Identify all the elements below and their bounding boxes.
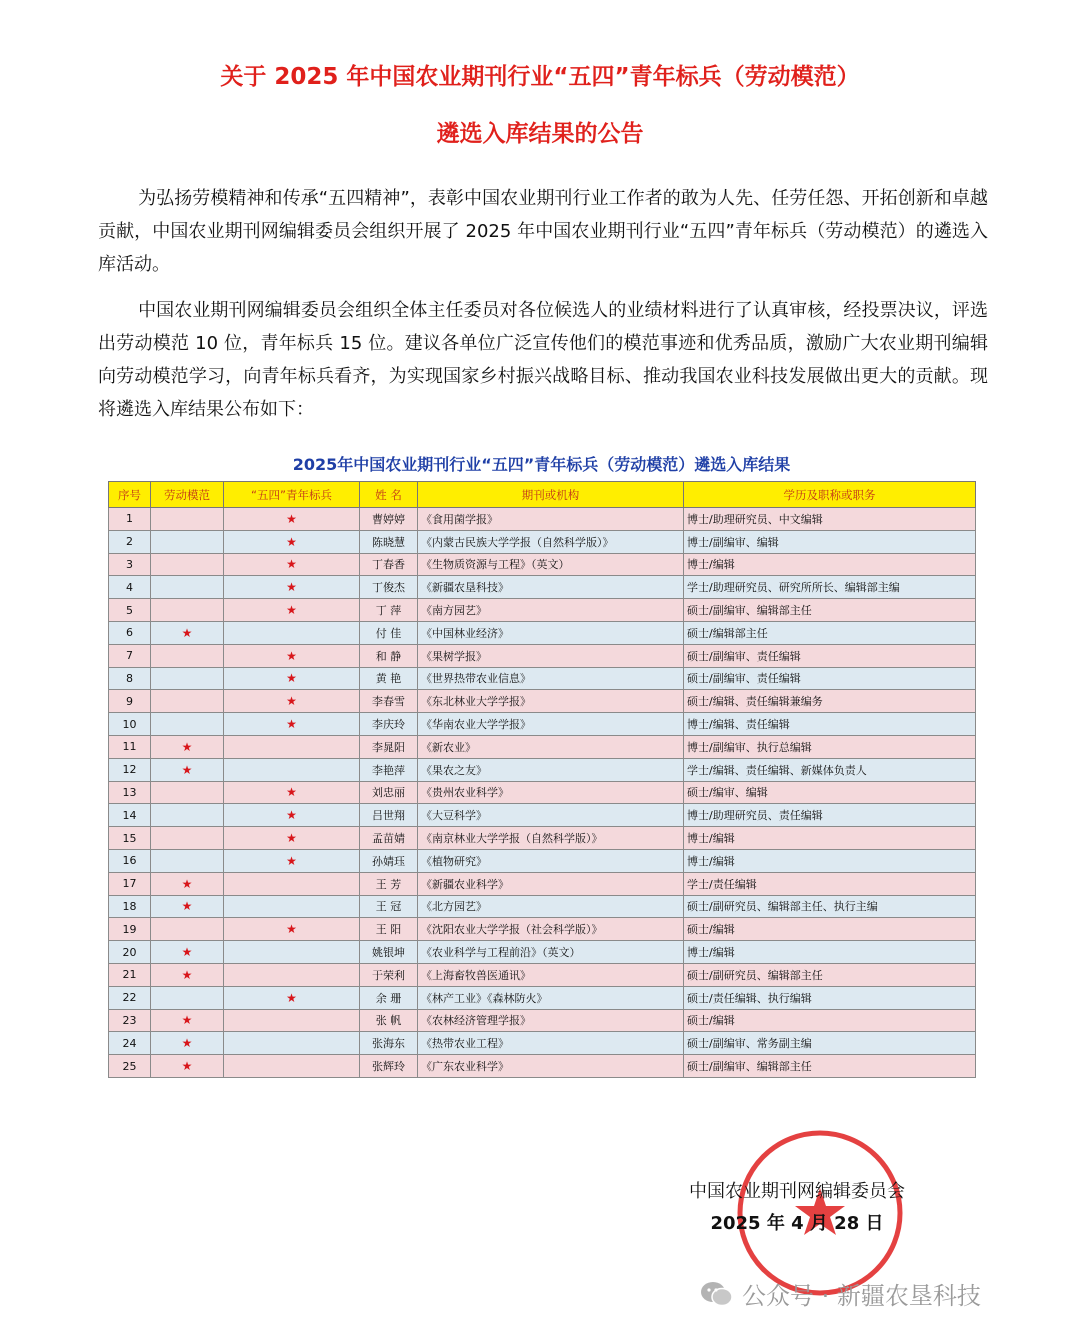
cell-journal: 《中国林业经济》: [418, 621, 684, 644]
cell-youth-pacesetter: ★: [224, 827, 360, 850]
cell-labor-model: [151, 553, 224, 576]
table-row: [109, 644, 976, 667]
cell-name: 于荣利: [360, 963, 418, 986]
cell-no: 4: [109, 576, 151, 599]
cell-name: 陈晓慧: [360, 530, 418, 553]
cell-title: 硕士/责任编辑、执行编辑: [684, 986, 976, 1009]
cell-labor-model: [151, 804, 224, 827]
cell-no: 12: [109, 758, 151, 781]
table-row: [109, 621, 976, 644]
result-paragraph: [98, 294, 988, 426]
cell-no: 7: [109, 644, 151, 667]
cell-labor-model: ★: [151, 872, 224, 895]
intro-paragraph: [98, 182, 988, 281]
cell-journal: 《沈阳农业大学学报（社会科学版）》: [418, 918, 684, 941]
cell-no: 9: [109, 690, 151, 713]
cell-youth-pacesetter: [224, 872, 360, 895]
cell-labor-model: [151, 918, 224, 941]
cell-journal: 《植物研究》: [418, 849, 684, 872]
cell-title: 博士/副编审、编辑: [684, 530, 976, 553]
cell-journal: 《北方园艺》: [418, 895, 684, 918]
cell-labor-model: [151, 849, 224, 872]
cell-labor-model: [151, 644, 224, 667]
cell-journal: 《果树学报》: [418, 644, 684, 667]
cell-youth-pacesetter: [224, 735, 360, 758]
cell-no: 10: [109, 713, 151, 736]
header-cell-no: 序号: [109, 482, 151, 508]
cell-title: 硕士/副编审、常务副主编: [684, 1032, 976, 1055]
cell-name: 李艳萍: [360, 758, 418, 781]
cell-youth-pacesetter: [224, 963, 360, 986]
cell-no: 13: [109, 781, 151, 804]
cell-labor-model: ★: [151, 895, 224, 918]
cell-journal: 《贵州农业科学》: [418, 781, 684, 804]
cell-title: 博士/助理研究员、责任编辑: [684, 804, 976, 827]
table-row: [109, 599, 976, 622]
intro-paragraph-text: 为弘扬劳模精神和传承“五四精神”，表彰中国农业期刊行业工作者的敢为人先、任劳任怨、开拓创新和卓越贡献，中国农业期刊网编辑委员会组织开展了 2025 年中国农业期刊行业“五四”青年标兵（劳动模范）的遴选入库活动。: [98, 188, 988, 275]
watermark-text: 公众号 · 新疆农垦科技: [742, 1282, 981, 1310]
cell-name: 王 冠: [360, 895, 418, 918]
cell-no: 20: [109, 941, 151, 964]
cell-journal: 《农林经济管理学报》: [418, 1009, 684, 1032]
cell-title: 博士/助理研究员、中文编辑: [684, 508, 976, 531]
cell-name: 丁 萍: [360, 599, 418, 622]
cell-title: 硕士/编辑: [684, 1009, 976, 1032]
header-cell-youth-pacesetter: “五四”青年标兵: [224, 482, 360, 508]
cell-labor-model: [151, 530, 224, 553]
cell-name: 姚银坤: [360, 941, 418, 964]
cell-journal: 《新疆农垦科技》: [418, 576, 684, 599]
cell-journal: 《世界热带农业信息》: [418, 667, 684, 690]
cell-title: 硕士/副研究员、编辑部主任: [684, 963, 976, 986]
cell-labor-model: [151, 827, 224, 850]
cell-name: 李晁阳: [360, 735, 418, 758]
cell-title: 学士/编辑、责任编辑、新媒体负责人: [684, 758, 976, 781]
table-row: [109, 508, 976, 531]
cell-labor-model: ★: [151, 735, 224, 758]
cell-title: 博士/编辑: [684, 849, 976, 872]
cell-labor-model: [151, 508, 224, 531]
cell-youth-pacesetter: ★: [224, 553, 360, 576]
cell-journal: 《生物质资源与工程》（英文）: [418, 553, 684, 576]
cell-no: 23: [109, 1009, 151, 1032]
header-cell-name: 姓 名: [360, 482, 418, 508]
cell-title: 学士/助理研究员、研究所所长、编辑部主编: [684, 576, 976, 599]
cell-labor-model: ★: [151, 963, 224, 986]
table-row: [109, 735, 976, 758]
cell-youth-pacesetter: [224, 758, 360, 781]
cell-labor-model: ★: [151, 1055, 224, 1078]
watermark: [700, 1276, 981, 1311]
cell-title: 博士/副编审、执行总编辑: [684, 735, 976, 758]
cell-name: 刘忠丽: [360, 781, 418, 804]
cell-youth-pacesetter: ★: [224, 986, 360, 1009]
cell-no: 3: [109, 553, 151, 576]
cell-name: 丁俊杰: [360, 576, 418, 599]
table-row: [109, 827, 976, 850]
table-row: [109, 1009, 976, 1032]
table-row: [109, 781, 976, 804]
cell-name: 付 佳: [360, 621, 418, 644]
table-row: [109, 804, 976, 827]
table-row: [109, 713, 976, 736]
cell-name: 丁春香: [360, 553, 418, 576]
cell-no: 17: [109, 872, 151, 895]
cell-no: 24: [109, 1032, 151, 1055]
cell-title: 博士/编辑: [684, 941, 976, 964]
cell-journal: 《南方园艺》: [418, 599, 684, 622]
cell-labor-model: ★: [151, 1009, 224, 1032]
cell-title: 硕士/副编审、责任编辑: [684, 644, 976, 667]
cell-name: 孟苗婧: [360, 827, 418, 850]
cell-journal: 《广东农业科学》: [418, 1055, 684, 1078]
cell-youth-pacesetter: ★: [224, 576, 360, 599]
table-row: [109, 576, 976, 599]
cell-title: 博士/编辑: [684, 827, 976, 850]
cell-journal: 《林产工业》《森林防火》: [418, 986, 684, 1009]
announcement-title-line1: 关于 2025 年中国农业期刊行业“五四”青年标兵（劳动模范）: [220, 64, 860, 90]
header-cell-labor-model: 劳动模范: [151, 482, 224, 508]
cell-youth-pacesetter: ★: [224, 804, 360, 827]
cell-youth-pacesetter: [224, 941, 360, 964]
cell-name: 黄 艳: [360, 667, 418, 690]
cell-title: 博士/编辑、责任编辑: [684, 713, 976, 736]
cell-name: 张 帆: [360, 1009, 418, 1032]
cell-labor-model: [151, 576, 224, 599]
announcement-title-line2: 遴选入库结果的公告: [436, 121, 644, 147]
signature-block: [662, 1176, 932, 1240]
cell-no: 21: [109, 963, 151, 986]
cell-no: 1: [109, 508, 151, 531]
table-row: [109, 690, 976, 713]
cell-journal: 《内蒙古民族大学学报（自然科学版）》: [418, 530, 684, 553]
cell-name: 孙婧珏: [360, 849, 418, 872]
cell-labor-model: [151, 781, 224, 804]
cell-name: 余 珊: [360, 986, 418, 1009]
table-row: [109, 1055, 976, 1078]
table-row: [109, 849, 976, 872]
cell-name: 和 静: [360, 644, 418, 667]
cell-name: 张辉玲: [360, 1055, 418, 1078]
cell-youth-pacesetter: ★: [224, 644, 360, 667]
cell-youth-pacesetter: ★: [224, 849, 360, 872]
cell-no: 19: [109, 918, 151, 941]
cell-youth-pacesetter: [224, 1055, 360, 1078]
cell-youth-pacesetter: ★: [224, 667, 360, 690]
cell-no: 15: [109, 827, 151, 850]
cell-journal: 《东北林业大学学报》: [418, 690, 684, 713]
cell-title: 硕士/编辑: [684, 918, 976, 941]
cell-title: 学士/责任编辑: [684, 872, 976, 895]
cell-no: 11: [109, 735, 151, 758]
cell-no: 22: [109, 986, 151, 1009]
cell-youth-pacesetter: ★: [224, 599, 360, 622]
cell-title: 硕士/编辑、责任编辑兼编务: [684, 690, 976, 713]
cell-no: 8: [109, 667, 151, 690]
cell-title: 硕士/编辑部主任: [684, 621, 976, 644]
cell-no: 16: [109, 849, 151, 872]
table-row: [109, 872, 976, 895]
cell-journal: 《大豆科学》: [418, 804, 684, 827]
cell-youth-pacesetter: [224, 1009, 360, 1032]
cell-journal: 《热带农业工程》: [418, 1032, 684, 1055]
table-row: [109, 758, 976, 781]
cell-name: 张海东: [360, 1032, 418, 1055]
wechat-icon: [700, 1280, 734, 1308]
header-cell-title: 学历及职称或职务: [684, 482, 976, 508]
cell-youth-pacesetter: ★: [224, 690, 360, 713]
cell-name: 李庆玲: [360, 713, 418, 736]
result-paragraph-text: 中国农业期刊网编辑委员会组织全体主任委员对各位候选人的业绩材料进行了认真审核，经投票决议，评选出劳动模范 10 位，青年标兵 15 位。建议各单位广泛宣传他们的模范事迹和优秀品质，激励广大农业期刊编辑向劳动模范学习，向青年标兵看齐，为实现国家乡村振兴战略目标、推动我国农业科技发展做出更大的贡献。现将遴选入库结果公布如下：: [98, 300, 988, 420]
cell-name: 王 阳: [360, 918, 418, 941]
cell-title: 硕士/副编审、编辑部主任: [684, 599, 976, 622]
cell-labor-model: [151, 599, 224, 622]
cell-labor-model: ★: [151, 1032, 224, 1055]
results-table-title: 2025年中国农业期刊行业“五四”青年标兵（劳动模范）遴选入库结果: [292, 455, 791, 474]
table-row: [109, 1032, 976, 1055]
cell-labor-model: [151, 986, 224, 1009]
cell-no: 25: [109, 1055, 151, 1078]
cell-youth-pacesetter: ★: [224, 530, 360, 553]
cell-journal: 《农业科学与工程前沿》（英文）: [418, 941, 684, 964]
cell-title: 硕士/编审、编辑: [684, 781, 976, 804]
cell-title: 硕士/副研究员、编辑部主任、执行主编: [684, 895, 976, 918]
cell-youth-pacesetter: [224, 895, 360, 918]
cell-title: 硕士/副编审、编辑部主任: [684, 1055, 976, 1078]
table-row: [109, 667, 976, 690]
cell-title: 硕士/副编审、责任编辑: [684, 667, 976, 690]
cell-labor-model: [151, 713, 224, 736]
cell-no: 5: [109, 599, 151, 622]
table-header-row: [109, 482, 976, 508]
table-row: [109, 530, 976, 553]
cell-journal: 《新农业》: [418, 735, 684, 758]
results-table: [108, 481, 976, 1078]
cell-no: 2: [109, 530, 151, 553]
signature-date: 2025 年 4 月 28 日: [710, 1213, 884, 1234]
table-row: [109, 553, 976, 576]
cell-youth-pacesetter: ★: [224, 508, 360, 531]
cell-title: 博士/编辑: [684, 553, 976, 576]
cell-youth-pacesetter: [224, 1032, 360, 1055]
cell-labor-model: [151, 690, 224, 713]
cell-journal: 《华南农业大学学报》: [418, 713, 684, 736]
table-row: [109, 895, 976, 918]
cell-name: 曹婷婷: [360, 508, 418, 531]
cell-name: 吕世翔: [360, 804, 418, 827]
cell-name: 李春雪: [360, 690, 418, 713]
cell-journal: 《上海畜牧兽医通讯》: [418, 963, 684, 986]
cell-journal: 《南京林业大学学报（自然科学版）》: [418, 827, 684, 850]
cell-youth-pacesetter: ★: [224, 918, 360, 941]
table-row: [109, 918, 976, 941]
cell-youth-pacesetter: [224, 621, 360, 644]
signature-organization: 中国农业期刊网编辑委员会: [689, 1181, 905, 1202]
table-row: [109, 941, 976, 964]
cell-name: 王 芳: [360, 872, 418, 895]
table-row: [109, 986, 976, 1009]
cell-journal: 《果农之友》: [418, 758, 684, 781]
cell-no: 6: [109, 621, 151, 644]
cell-no: 18: [109, 895, 151, 918]
cell-no: 14: [109, 804, 151, 827]
cell-youth-pacesetter: ★: [224, 713, 360, 736]
cell-journal: 《新疆农业科学》: [418, 872, 684, 895]
header-cell-journal: 期刊或机构: [418, 482, 684, 508]
table-row: [109, 963, 976, 986]
cell-labor-model: ★: [151, 621, 224, 644]
cell-labor-model: [151, 667, 224, 690]
cell-youth-pacesetter: ★: [224, 781, 360, 804]
cell-journal: 《食用菌学报》: [418, 508, 684, 531]
cell-labor-model: ★: [151, 758, 224, 781]
cell-labor-model: ★: [151, 941, 224, 964]
